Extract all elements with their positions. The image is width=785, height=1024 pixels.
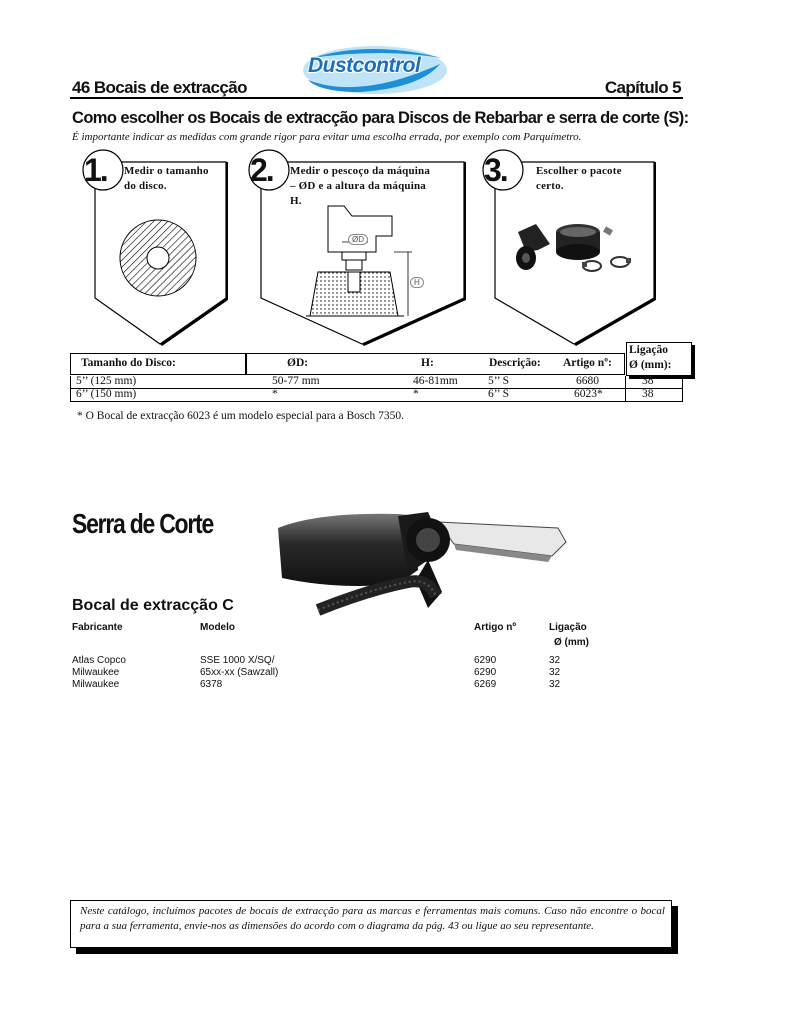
table-cell: * — [272, 388, 278, 400]
table-cell: 65xx-xx (Sawzall) — [200, 667, 279, 678]
table-cell: Milwaukee — [72, 679, 120, 690]
footer-note: Neste catálogo, incluímos pacotes de bocais de extracção para as marcas e ferramentas mais comuns. Caso não encontre o bocal para a sua ferramenta, envie-nos as dimensões do acordo com o diagrama da pág. 43 ou ligue ao seu representante. — [80, 905, 665, 932]
od-label: ØD — [348, 234, 368, 245]
subsection-title: Bocal de extracção C — [72, 597, 234, 614]
col-header: Modelo — [200, 622, 235, 633]
section-title: Como escolher os Bocais de extracção para Discos de Rebarbar e serra de corte (S): — [72, 109, 689, 127]
table-header — [70, 353, 625, 375]
table-cell: 6290 — [474, 655, 497, 666]
col-header: Fabricante — [72, 622, 123, 633]
step-number: 3. — [484, 152, 507, 188]
table-cell: 6269 — [474, 679, 497, 690]
table-cell: 50-77 mm — [272, 375, 320, 387]
table-cell: 6290 — [474, 667, 497, 678]
step-text-line: H. — [290, 195, 302, 207]
col-header: Tamanho do Disco: — [81, 357, 176, 369]
col-header: Ø (mm) — [554, 637, 589, 648]
logo-text: Dustcontrol — [308, 54, 421, 77]
table-cell: SSE 1000 X/SQ/ — [200, 655, 275, 666]
table-cell: Atlas Copco — [72, 655, 126, 666]
header-rule — [70, 97, 683, 99]
table-cell: 32 — [549, 679, 561, 690]
table-cell: 6378 — [200, 679, 223, 690]
section-title: Serra de Corte — [72, 508, 214, 539]
table-cell: 5’’ S — [488, 375, 509, 387]
col-header: Descrição: — [489, 357, 541, 369]
table-cell: 6023* — [574, 388, 603, 400]
table-cell: Milwaukee — [72, 667, 120, 678]
table-cell: 38 — [642, 375, 654, 387]
col-header: Artigo nº — [474, 622, 516, 633]
table-cell: 46-81mm — [413, 375, 458, 387]
step-2-panel — [244, 148, 452, 348]
table-cell: 5’’ (125 mm) — [76, 375, 137, 387]
page-section-header: 46 Bocais de extracção — [72, 78, 247, 97]
col-header: Ø (mm): — [629, 359, 672, 371]
table-cell: 6680 — [576, 375, 599, 387]
table-cell: * — [413, 388, 419, 400]
ligacao-header — [626, 342, 692, 376]
col-header: Ligação — [629, 344, 668, 356]
step-text-line: Escolher o pacote — [536, 165, 622, 177]
h-label: H — [410, 277, 424, 288]
col-header: H: — [421, 357, 434, 369]
step-text-line: do disco. — [124, 180, 167, 192]
brand-logo — [300, 44, 450, 96]
table-cell: 6’’ (150 mm) — [76, 388, 137, 400]
col-header: Ligação — [549, 622, 587, 633]
step-text-line: Medir o pescoço da máquina — [290, 165, 431, 177]
table-cell: 32 — [549, 667, 561, 678]
footer-note-box — [70, 900, 672, 948]
table-footnote: * O Bocal de extracção 6023 é um modelo especial para a Bosch 7350. — [77, 410, 404, 422]
step-text-line: Medir o tamanho — [124, 165, 209, 177]
table-cell: 6’’ S — [488, 388, 509, 400]
step-number: 2. — [250, 152, 273, 188]
step-text-line: certo. — [536, 180, 564, 192]
chapter-label: Capítulo 5 — [604, 78, 681, 97]
table-cell: 32 — [549, 655, 561, 666]
reciprocating-saw-icon — [278, 500, 578, 620]
table-cell: 38 — [642, 388, 654, 400]
step-3-panel — [478, 148, 686, 348]
col-header: ØD: — [287, 357, 309, 369]
step-text-line: – ØD e a altura da máquina — [290, 180, 426, 192]
section-subtitle: É importante indicar as medidas com grande rigor para evitar uma escolha errada, por exemplo com Parquímetro. — [72, 131, 582, 143]
step-number: 1. — [84, 152, 107, 188]
col-header: Artigo nº: — [563, 357, 612, 369]
table-row — [70, 389, 683, 402]
